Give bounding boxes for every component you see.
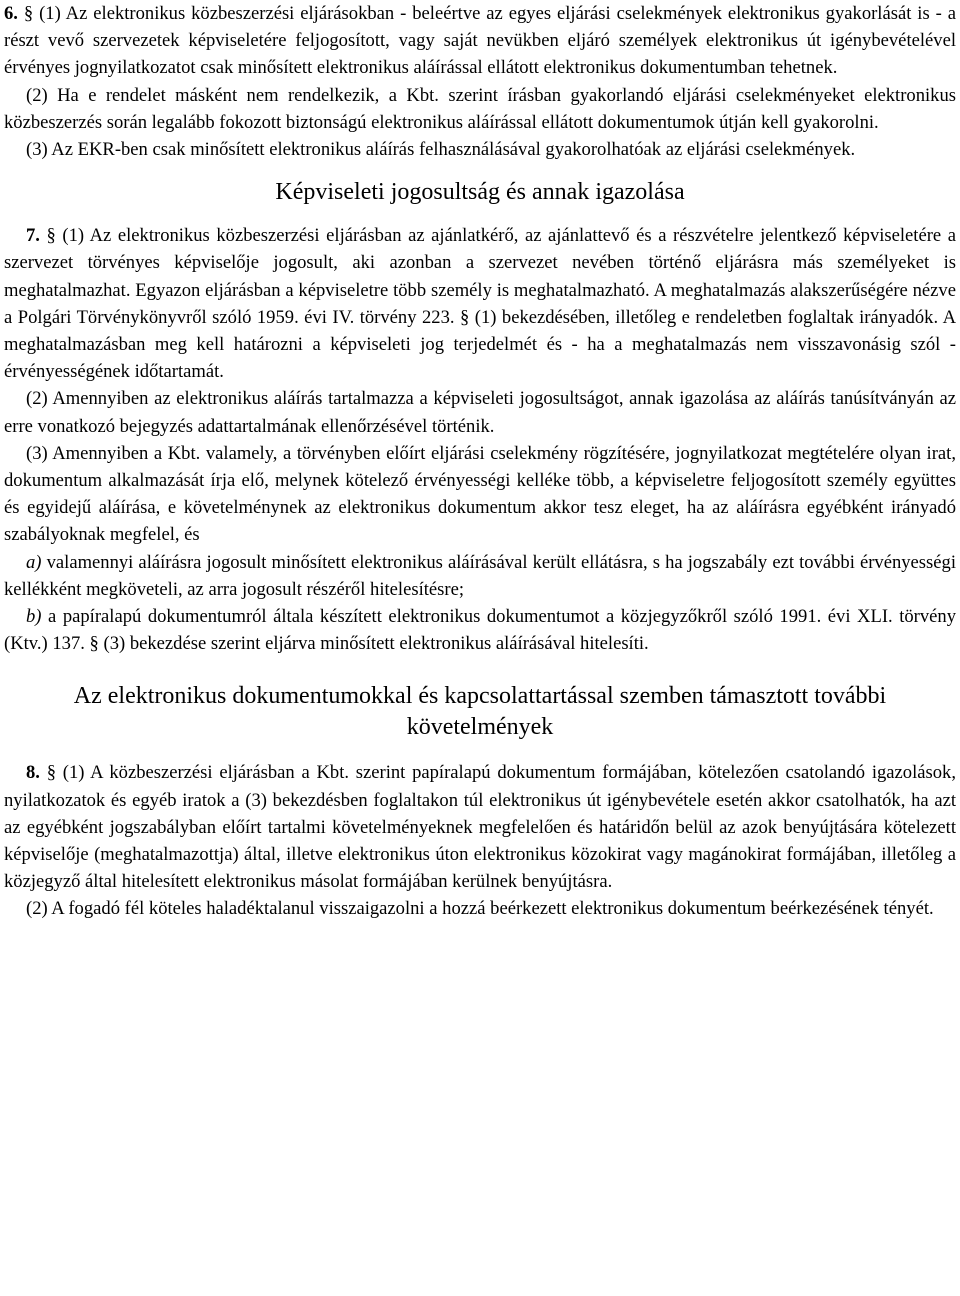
paragraph-text: § (1) Az elektronikus közbeszerzési eljárásban az ajánlatkérő, az ajánlattevő és a részvételre jelentkező képviseletére a szervezet törvényes képviselője jogosult, aki azonban a szervezet nevében történő eljárásra más személyeket is meghatalmazhat. Egyazon eljárásban a képviseletre több személy is meghatalmazható. A meghatalmazás alakszerűségére nézve a Polgári Törvénykönyvről szóló 1959. évi IV. törvény 223. § (1) bekezdésében, illetőleg e rendeletben foglaltak irányadók. A meghatalmazásban meg kell határozni a képviseleti jog terjedelmét és - ha a meghatalmazás nem visszavonásig szól - érvényességének időtartamát. [4,225,956,383]
section-7-paragraph-2: (2) Amennyiben az elektronikus aláírás tartalmazza a képviseleti jogosultságot, annak igazolása az aláírás tanúsítványán az erre vonatkozó bejegyzés adattartalmának ellenőrzésével történik. [4,388,956,437]
point-label: a) [26,551,42,573]
paragraph-text: § (1) Az elektronikus közbeszerzési eljárásokban - beleértve az egyes eljárási cselekmények elektronikus gyakorlását is - a részt vevő szervezetek képviseletére feljogosított, vagy saját nevükben eljáró személyek elektronikus út igénybevételével érvényes jognyilatkozatot csak minősített elektronikus aláírással ellátott elektronikus dokumentumban tehetnek. [4,3,956,79]
section-6-paragraph-1 [4,0,956,82]
section-number: 8. [26,762,40,784]
section-7-paragraph-1 [4,222,956,385]
section-heading-electronic-documents: Az elektronikus dokumentumokkal és kapcsolattartással szemben támasztott további követelmények [73,683,887,741]
section-7-point-b [4,603,956,657]
section-number: 6. [4,3,18,24]
point-label: b) [26,606,42,628]
section-number: 7. [26,225,40,247]
paragraph-text: § (1) A közbeszerzési eljárásban a Kbt. szerint papíralapú dokumentum formájában, kötelezően csatolandó igazolások, nyilatkozatok és egyéb iratok a (3) bekezdésben foglaltakon túl elektronikus út igénybevétele esetén akkor csatolhatók, ha azt az egyébként jogszabályban előírt tartalmi követelményeknek megfelelően és határidőn belül az azok benyújtására kötelezett képviselője (meghatalmazottja) által, illetve elektronikus úton elektronikus közokirat vagy magánokirat formájában, illetőleg a közjegyző által hitelesített elektronikus másolat formájában kerülnek benyújtásra. [4,762,956,893]
section-8-paragraph-1 [4,759,956,895]
section-8-paragraph-2: (2) A fogadó fél köteles haladéktalanul visszaigazolni a hozzá beérkezett elektronikus dokumentum beérkezésének tényét. [26,898,934,920]
point-text: valamennyi aláírásra jogosult minősített elektronikus aláírásával került ellátásra, s ha jogszabály ezt további érvényességi kellékként megköveteli, az arra jogosult részéről hitelesítésre; [4,551,956,600]
section-6-paragraph-3: (3) Az EKR-ben csak minősített elektronikus aláírás felhasználásával gyakorolhatóak az eljárási cselekmények. [26,139,856,161]
section-7-paragraph-3: (3) Amennyiben a Kbt. valamely, a törvényben előírt eljárási cselekmény rögzítésére, jognyilatkozat megtételére olyan irat, dokumentum alkalmazását írja elő, melynek kötelező érvényességi kelléke több, a képviseletre feljogosított személy együttes és egyidejű aláírása, e követelménynek az elektronikus dokumentum akkor tesz eleget, ha az aláírásra egyébként irányadó szabályoknak megfelel, és [4,442,956,546]
section-7-point-a [4,549,956,603]
section-heading-representation: Képviseleti jogosultság és annak igazolása [275,179,685,206]
point-text: a papíralapú dokumentumról általa készített elektronikus dokumentumot a közjegyzőkről szóló 1991. évi XLI. törvény (Ktv.) 137. § (3) bekezdése szerint eljárva minősített elektronikus aláírásával hitelesíti. [4,606,956,655]
section-6-paragraph-2: (2) Ha e rendelet másként nem rendelkezik, a Kbt. szerint írásban gyakorlandó eljárási cselekményeket elektronikus közbeszerzés során legalább fokozott biztonságú elektronikus aláírással ellátott dokumentumok útján kell gyakorolni. [4,84,956,133]
